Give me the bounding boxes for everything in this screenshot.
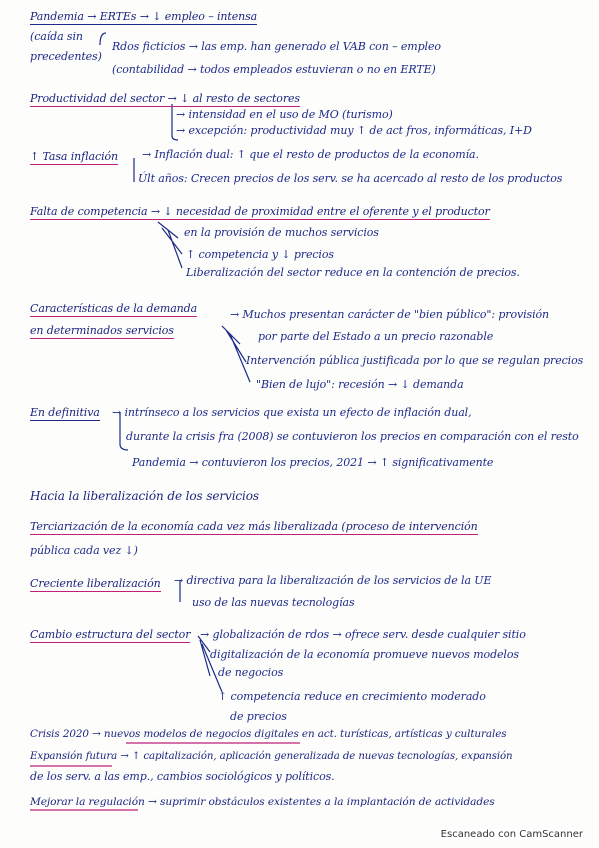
note-line-23: → intrínseco a los servicios que exista un efecto de inflación dual, (112, 406, 472, 419)
note-line-25: Pandemia → contuvieron los precios, 2021 → ↑ significativamente (132, 456, 494, 469)
note-line-4: precedentes) (30, 50, 102, 63)
note-line-39: Expansión futura → ↑ capitalización, aplicación generalizada de nuevas tecnologías, expansión (30, 751, 513, 762)
note-line-16: Características de la demanda (30, 302, 198, 315)
note-line-27: Terciarización de la economía cada vez más liberalizada (proceso de intervención (30, 520, 478, 533)
note-line-37: de precios (230, 710, 287, 723)
note-line-12: Falta de competencia → ↓ necesidad de proximidad entre el oferente y el productor (30, 205, 490, 218)
note-line-17: → Muchos presentan carácter de "bien público": provisión (230, 308, 549, 321)
note-line-14: ↑ competencia y ↓ precios (186, 248, 334, 261)
note-line-6: Productividad del sector → ↓ al resto de sectores (30, 92, 300, 105)
note-line-9: ↑ Tasa inflación (30, 150, 118, 163)
note-line-24: durante la crisis fra (2008) se contuvieron los precios en comparación con el resto (126, 430, 579, 443)
note-line-33: → globalización de rdos → ofrece serv. desde cualquier sitio (200, 628, 526, 641)
note-line-21: "Bien de lujo": recesión → ↓ demanda (256, 378, 464, 391)
note-line-5: (contabilidad → todos empleados estuvieran o no en ERTE) (112, 63, 436, 76)
note-line-28: pública cada vez ↓) (30, 544, 138, 557)
scanner-watermark: Escaneado con CamScanner (440, 829, 583, 840)
note-line-32: Cambio estructura del sector (30, 628, 191, 641)
note-line-3: Rdos ficticios → las emp. han generado el VAB con – empleo (112, 40, 441, 53)
note-line-20: Intervención pública justificada por lo que se regulan precios (246, 354, 584, 367)
note-line-1: Pandemia → ERTEs → ↓ empleo – intensa (30, 10, 258, 23)
note-line-13: en la provisión de muchos servicios (184, 226, 379, 239)
note-line-15: Liberalización del sector reduce en la contención de precios. (186, 266, 520, 279)
note-line-31: uso de las nuevas tecnologías (192, 596, 355, 609)
note-line-30: → directiva para la liberalización de los servicios de la UE (174, 574, 492, 587)
note-line-8: → excepción: productividad muy ↑ de act fros, informáticas, I+D (176, 124, 532, 137)
note-line-29: Creciente liberalización (30, 577, 161, 590)
note-line-34: digitalización de la economía promueve nuevos modelos (210, 648, 519, 661)
note-line-10: → Inflación dual: ↑ que el resto de productos de la economía. (142, 148, 479, 161)
note-line-35: de negocios (218, 666, 284, 679)
note-line-11: Últ años: Crecen precios de los serv. se ha acercado al resto de los productos (138, 172, 563, 185)
note-line-2: (caída sin (30, 30, 83, 43)
section-heading: Hacia la liberalización de los servicios (30, 489, 259, 503)
note-line-18: en determinados servicios (30, 324, 174, 337)
note-line-19: por parte del Estado a un precio razonable (258, 330, 494, 343)
note-line-41: Mejorar la regulación → suprimir obstáculos existentes a la implantación de actividades (30, 796, 495, 808)
note-line-38: Crisis 2020 → nuevos modelos de negocios digitales en act. turísticas, artísticas y culturales (30, 728, 507, 740)
note-line-40: de los serv. a las emp., cambios sociológicos y políticos. (30, 770, 335, 783)
note-line-36: ↑ competencia reduce en crecimiento moderado (218, 690, 486, 703)
note-line-22: En definitiva (30, 406, 100, 419)
note-line-7: → intensidad en el uso de MO (turismo) (176, 108, 393, 121)
